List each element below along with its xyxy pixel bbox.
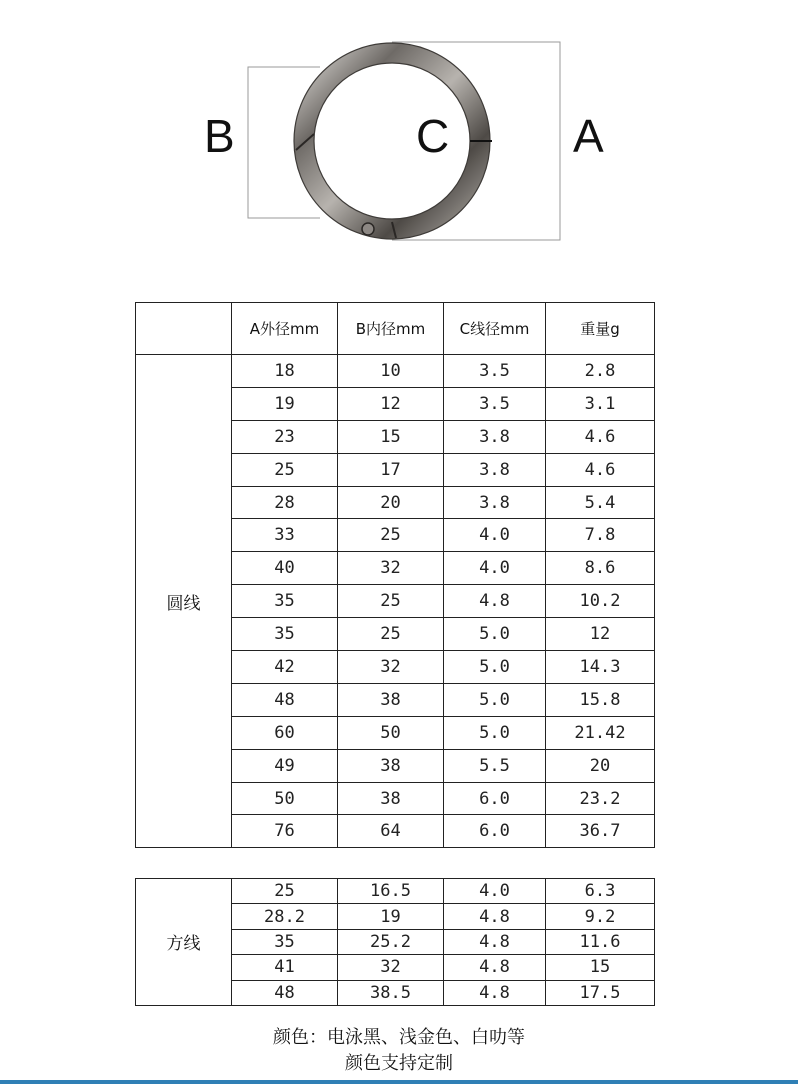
inner-diameter-cell: 16.5 [338,879,444,904]
wire-diameter-cell: 4.0 [444,519,546,552]
label-b: B [204,110,235,162]
wire-diameter-cell: 5.5 [444,749,546,782]
inner-diameter-cell: 38 [338,683,444,716]
wire-diameter-cell: 5.0 [444,683,546,716]
wire-diameter-cell: 5.0 [444,651,546,684]
inner-diameter-cell: 38 [338,782,444,815]
weight-cell: 20 [546,749,655,782]
outer-diameter-cell: 19 [232,387,338,420]
inner-diameter-cell: 12 [338,387,444,420]
wire-diameter-cell: 5.0 [444,716,546,749]
header-outer-diameter: A外径mm [232,303,338,355]
outer-diameter-cell: 25 [232,453,338,486]
outer-diameter-cell: 28.2 [232,904,338,929]
outer-diameter-cell: 40 [232,552,338,585]
outer-diameter-cell: 60 [232,716,338,749]
wire-diameter-cell: 4.0 [444,552,546,585]
weight-cell: 3.1 [546,387,655,420]
wire-diameter-cell: 4.8 [444,980,546,1005]
inner-diameter-cell: 25.2 [338,929,444,954]
outer-diameter-cell: 50 [232,782,338,815]
outer-diameter-cell: 23 [232,420,338,453]
inner-diameter-cell: 32 [338,552,444,585]
wire-diameter-cell: 3.5 [444,355,546,388]
weight-cell: 36.7 [546,815,655,848]
wire-type-label: 圆线 [136,355,232,848]
inner-diameter-cell: 32 [338,651,444,684]
weight-cell: 7.8 [546,519,655,552]
outer-diameter-cell: 42 [232,651,338,684]
wire-diameter-cell: 4.0 [444,879,546,904]
ring-rivet [362,223,374,235]
inner-diameter-cell: 38.5 [338,980,444,1005]
outer-diameter-cell: 48 [232,683,338,716]
wire-diameter-cell: 5.0 [444,618,546,651]
color-options-note: 颜色：电泳黑、浅金色、白叻等 [273,1027,525,1048]
weight-cell: 4.6 [546,453,655,486]
outer-diameter-cell: 35 [232,929,338,954]
inner-diameter-cell: 25 [338,618,444,651]
inner-diameter-cell: 15 [338,420,444,453]
label-c: C [416,110,450,162]
outer-diameter-cell: 18 [232,355,338,388]
wire-diameter-cell: 4.8 [444,585,546,618]
weight-cell: 10.2 [546,585,655,618]
outer-diameter-cell: 49 [232,749,338,782]
wire-diameter-cell: 3.8 [444,453,546,486]
outer-diameter-cell: 76 [232,815,338,848]
inner-diameter-cell: 19 [338,904,444,929]
weight-cell: 6.3 [546,879,655,904]
weight-cell: 5.4 [546,486,655,519]
ring-image [294,43,490,239]
wire-diameter-cell: 4.8 [444,904,546,929]
table-header-row [136,303,655,355]
wire-diameter-cell: 3.8 [444,486,546,519]
outer-diameter-cell: 35 [232,585,338,618]
inner-diameter-cell: 17 [338,453,444,486]
weight-cell: 11.6 [546,929,655,954]
inner-diameter-cell: 50 [338,716,444,749]
weight-cell: 14.3 [546,651,655,684]
inner-diameter-cell: 64 [338,815,444,848]
wire-type-label: 方线 [136,879,232,1006]
table-row [136,879,655,904]
weight-cell: 23.2 [546,782,655,815]
table-row [136,355,655,388]
weight-cell: 21.42 [546,716,655,749]
inner-diameter-cell: 25 [338,585,444,618]
outer-diameter-cell: 28 [232,486,338,519]
weight-cell: 15.8 [546,683,655,716]
square-wire-spec-table [135,878,655,1006]
inner-diameter-cell: 25 [338,519,444,552]
wire-diameter-cell: 4.8 [444,955,546,980]
outer-diameter-cell: 33 [232,519,338,552]
ring-dimension-diagram [0,0,798,260]
wire-diameter-cell: 4.8 [444,929,546,954]
inner-diameter-cell: 38 [338,749,444,782]
header-weight: 重量g [546,303,655,355]
outer-diameter-cell: 35 [232,618,338,651]
bottom-divider [0,1080,798,1084]
wire-diameter-cell: 3.8 [444,420,546,453]
weight-cell: 8.6 [546,552,655,585]
custom-color-note: 颜色支持定制 [345,1053,453,1074]
outer-diameter-cell: 41 [232,955,338,980]
wire-diameter-cell: 3.5 [444,387,546,420]
inner-diameter-cell: 10 [338,355,444,388]
outer-diameter-cell: 25 [232,879,338,904]
weight-cell: 9.2 [546,904,655,929]
weight-cell: 2.8 [546,355,655,388]
round-wire-spec-table [135,302,655,848]
weight-cell: 4.6 [546,420,655,453]
header-wire-diameter: C线径mm [444,303,546,355]
wire-diameter-cell: 6.0 [444,815,546,848]
label-a: A [573,110,604,162]
weight-cell: 17.5 [546,980,655,1005]
header-inner-diameter: B内径mm [338,303,444,355]
inner-diameter-cell: 20 [338,486,444,519]
outer-diameter-cell: 48 [232,980,338,1005]
header-blank-cell [136,303,232,355]
weight-cell: 15 [546,955,655,980]
inner-diameter-cell: 32 [338,955,444,980]
weight-cell: 12 [546,618,655,651]
wire-diameter-cell: 6.0 [444,782,546,815]
